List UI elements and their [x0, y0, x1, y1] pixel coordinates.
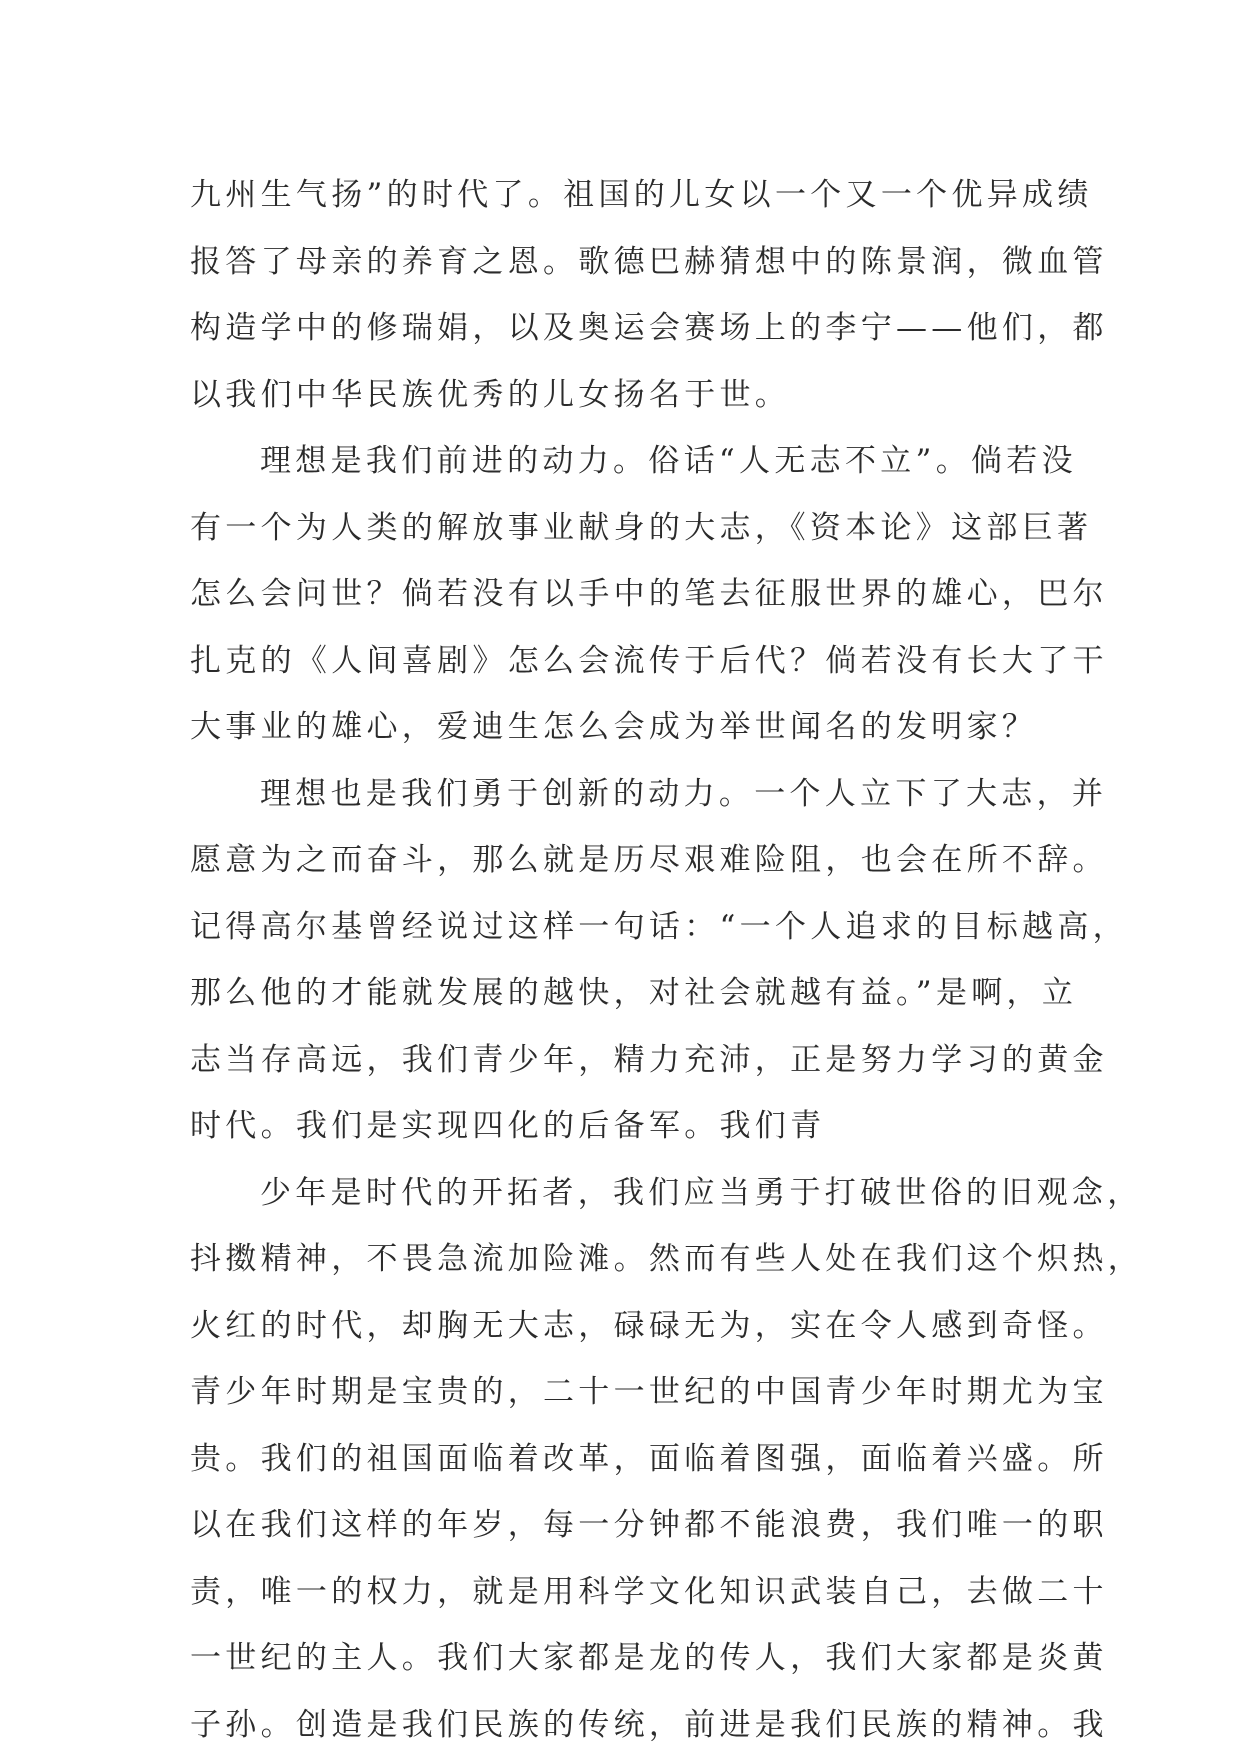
text-line: 九州生气扬”的时代了。祖国的儿女以一个又一个优异成绩	[190, 162, 1060, 229]
text-line: 子孙。创造是我们民族的传统，前进是我们民族的精神。我	[190, 1692, 1060, 1758]
text-line: 以在我们这样的年岁，每一分钟都不能浪费，我们唯一的职	[190, 1492, 1060, 1559]
paragraph-start-line: 理想是我们前进的动力。俗话“人无志不立”。倘若没	[190, 428, 1060, 495]
paragraph-start-line: 理想也是我们勇于创新的动力。一个人立下了大志，并	[190, 761, 1060, 828]
text-line: 以我们中华民族优秀的儿女扬名于世。	[190, 362, 1060, 429]
text-line: 那么他的才能就发展的越快，对社会就越有益。”是啊，立	[190, 960, 1060, 1027]
text-line: 责，唯一的权力，就是用科学文化知识武装自己，去做二十	[190, 1559, 1060, 1626]
text-line: 时代。我们是实现四化的后备军。我们青	[190, 1093, 1060, 1160]
text-line: 火红的时代，却胸无大志，碌碌无为，实在令人感到奇怪。	[190, 1293, 1060, 1360]
text-line: 有一个为人类的解放事业献身的大志，《资本论》这部巨著	[190, 495, 1060, 562]
text-line: 贵。我们的祖国面临着改革，面临着图强，面临着兴盛。所	[190, 1426, 1060, 1493]
text-line: 志当存高远，我们青少年，精力充沛，正是努力学习的黄金	[190, 1027, 1060, 1094]
text-line: 青少年时期是宝贵的，二十一世纪的中国青少年时期尤为宝	[190, 1359, 1060, 1426]
text-line: 一世纪的主人。我们大家都是龙的传人，我们大家都是炎黄	[190, 1625, 1060, 1692]
text-line: 构造学中的修瑞娟，以及奥运会赛场上的李宁——他们，都	[190, 295, 1060, 362]
text-line: 抖擞精神，不畏急流加险滩。然而有些人处在我们这个炽热，	[190, 1226, 1060, 1293]
paragraph-start-line: 少年是时代的开拓者，我们应当勇于打破世俗的旧观念，	[190, 1160, 1060, 1227]
text-line: 记得高尔基曾经说过这样一句话：“一个人追求的目标越高，	[190, 894, 1060, 961]
text-line: 愿意为之而奋斗，那么就是历尽艰难险阻，也会在所不辞。	[190, 827, 1060, 894]
text-line: 报答了母亲的养育之恩。歌德巴赫猜想中的陈景润，微血管	[190, 229, 1060, 296]
essay-body	[190, 162, 1060, 1758]
text-line: 大事业的雄心，爱迪生怎么会成为举世闻名的发明家？	[190, 694, 1060, 761]
text-line: 扎克的《人间喜剧》怎么会流传于后代？倘若没有长大了干	[190, 628, 1060, 695]
text-line: 怎么会问世？倘若没有以手中的笔去征服世界的雄心，巴尔	[190, 561, 1060, 628]
